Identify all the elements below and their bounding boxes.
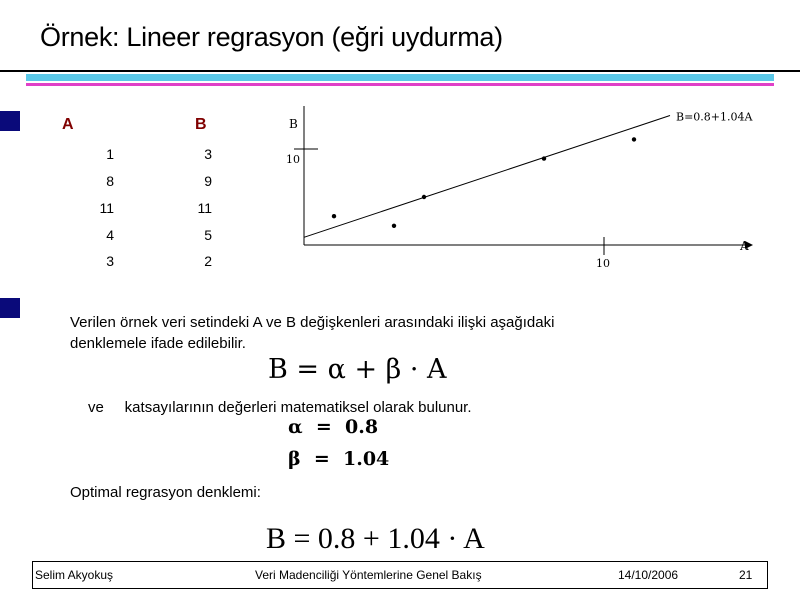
- table-cell: 2: [204, 253, 212, 269]
- optimal-label: Optimal regrasyon denklemi:: [70, 484, 261, 501]
- x-axis-label: A: [740, 239, 749, 253]
- alpha-value: α = 0.8: [288, 416, 379, 438]
- table-header-b: B: [195, 116, 207, 133]
- bullet-square-icon: [0, 111, 20, 131]
- bullet-square-icon: [0, 298, 20, 318]
- data-point: [392, 224, 396, 228]
- intro-line-1: Verilen örnek veri setindeki A ve B değişkenleri arasındaki ilişki aşağıdaki: [70, 314, 555, 331]
- footer-date: 14/10/2006: [618, 568, 679, 582]
- beta-value: β = 1.04: [288, 448, 390, 470]
- table-cell: 11: [197, 200, 212, 216]
- accent-bar-magenta: [26, 83, 774, 86]
- data-point: [332, 214, 336, 218]
- table-cell: 4: [106, 227, 114, 243]
- footer-course: Veri Madenciliği Yöntemlerine Genel Bakış: [255, 568, 482, 582]
- data-point: [632, 137, 636, 141]
- accent-bar-cyan: [26, 74, 774, 81]
- intro-line-2: denklemele ifade edilebilir.: [70, 335, 246, 352]
- table-cell: 8: [106, 173, 114, 189]
- footer-author: Selim Akyokuş: [35, 568, 114, 582]
- slide-footer: [32, 561, 768, 589]
- table-cell: 11: [99, 200, 114, 216]
- coefficient-sentence: ve katsayılarının değerleri matematiksel olarak bulunur.: [88, 399, 472, 416]
- data-point: [542, 156, 546, 160]
- data-point: [422, 195, 426, 199]
- regression-line-label: B=0.8+1.04A: [676, 110, 753, 124]
- y-tick-label: 10: [286, 153, 300, 166]
- regression-line: [304, 116, 670, 238]
- table-cell: 5: [204, 227, 212, 243]
- table-header-a: A: [62, 116, 74, 133]
- table-cell: 1: [106, 146, 114, 162]
- slide-title: Örnek: Lineer regrasyon (eğri uydurma): [40, 22, 503, 52]
- final-equation: B = 0.8 + 1.04 · A: [266, 522, 485, 555]
- regression-chart: [275, 100, 765, 275]
- table-cell: 9: [204, 173, 212, 189]
- y-axis-label: B: [289, 117, 298, 131]
- table-cell: 3: [106, 253, 114, 269]
- footer-page-number: 21: [739, 568, 753, 582]
- table-cell: 3: [204, 146, 212, 162]
- x-tick-label: 10: [596, 257, 610, 270]
- general-equation: B = α + β · A: [268, 354, 447, 385]
- title-divider: [0, 70, 800, 72]
